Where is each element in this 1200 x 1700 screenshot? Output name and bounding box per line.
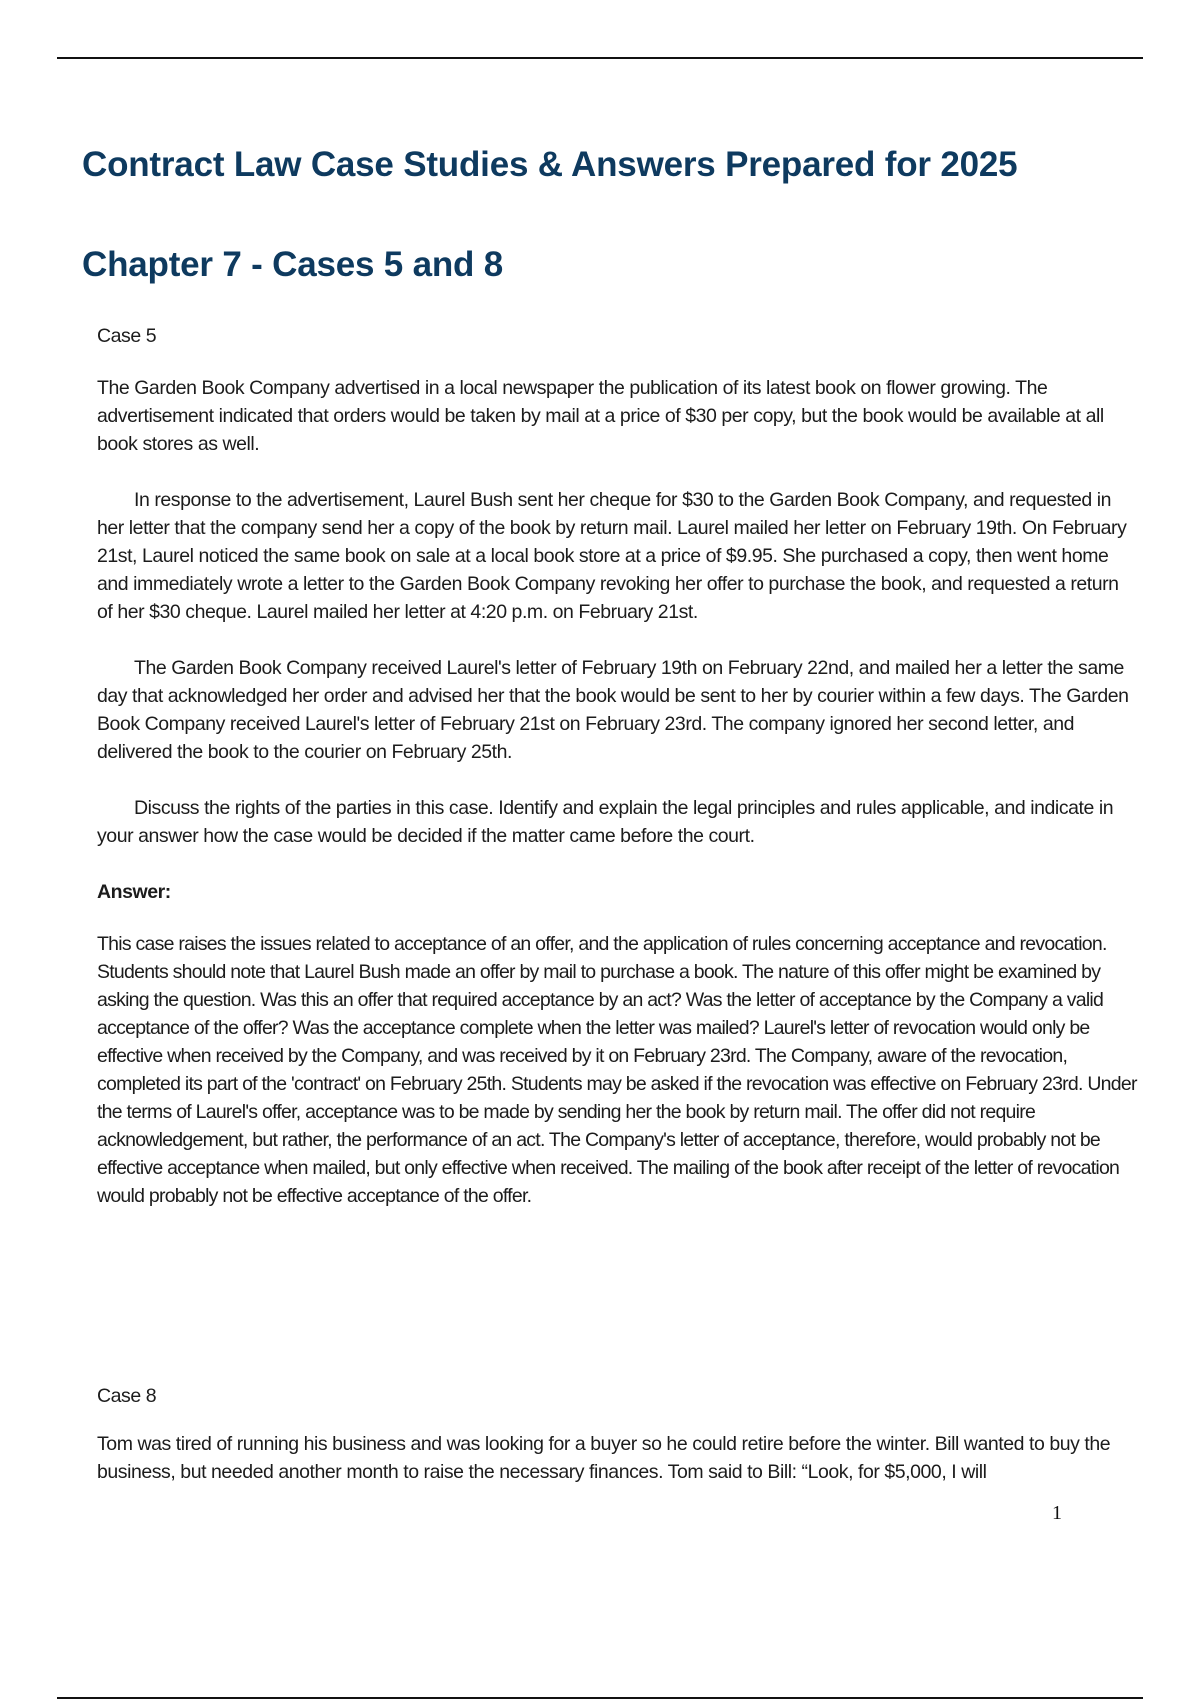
case-8-paragraph: Tom was tired of running his business and was looking for a buyer so he could retire before the winter. Bill wanted to buy the business, but needed another month to raise the necessary finances. Tom said to Bill: “Look, for $5,000, I will bbox=[97, 1433, 1111, 1483]
case-5-paragraph-3: The Garden Book Company received Laurel's letter of February 19th on February 22nd, and mailed her a letter the same day that acknowledged her order and advised her that the book would be sent to her by courier within a few days. The Garden Book Company received Laurel's letter of February 21st on February 23rd. The company ignored her second letter, and delivered the book to the courier on February 25th. bbox=[97, 657, 1129, 763]
bottom-rule bbox=[57, 1697, 1143, 1699]
case-5-paragraph-1: The Garden Book Company advertised in a local newspaper the publication of its latest book on flower growing. The advertisement indicated that orders would be taken by mail at a price of $30 per copy, but the book would be available at all book stores as well. bbox=[97, 377, 1104, 455]
answer-label: Answer: bbox=[97, 881, 171, 903]
case-5-label: Case 5 bbox=[97, 325, 157, 347]
document-title: Contract Law Case Studies & Answers Prepared for 2025 bbox=[82, 145, 1018, 184]
case-5-paragraph-2: In response to the advertisement, Laurel Bush sent her cheque for $30 to the Garden Book Company, and requested in her letter that the company send her a copy of the book by return mail. Laurel mailed her letter on February 19th. On February 21st, Laurel noticed the same book on sale at a local book store at a price of $9.95. She purchased a copy, then went home and immediately wrote a letter to the Garden Book Company revoking her offer to purchase the book, and requested a return of her $30 cheque. Laurel mailed her letter at 4:20 p.m. on February 21st. bbox=[97, 489, 1127, 623]
answer-text: This case raises the issues related to acceptance of an offer, and the application of rules concerning acceptance and revocation. Students should note that Laurel Bush made an offer by mail to purchase a book. The nature of this offer might be examined by asking the question. Was this an offer that required acceptance by an act? Was the letter of acceptance by the Company a valid acceptance of the offer? Was the acceptance complete when the letter was mailed? Laurel's letter of revocation would only be effective when received by the Company, and was received by it on February 23rd. The Company, aware of the revocation, completed its part of the 'contract' on February 25th. Students may be asked if the revocation was effective on February 23rd. Under the terms of Laurel's offer, acceptance was to be made by sending her the book by return mail. The offer did not require acknowledgement, but rather, the performance of an act. The Company's letter of acceptance, therefore, would probably not be effective acceptance when mailed, but only effective when received. The mailing of the book after receipt of the letter of revocation would probably not be effective acceptance of the offer. bbox=[97, 933, 1137, 1207]
case-5-paragraph-4: Discuss the rights of the parties in this case. Identify and explain the legal principles and rules applicable, and indicate in your answer how the case would be decided if the matter came before the court. bbox=[97, 797, 1114, 847]
top-rule bbox=[57, 57, 1143, 59]
case-5-section bbox=[97, 322, 1137, 1238]
page-number: 1 bbox=[1052, 1502, 1062, 1524]
case-8-label: Case 8 bbox=[97, 1385, 157, 1407]
chapter-heading: Chapter 7 - Cases 5 and 8 bbox=[82, 245, 503, 284]
